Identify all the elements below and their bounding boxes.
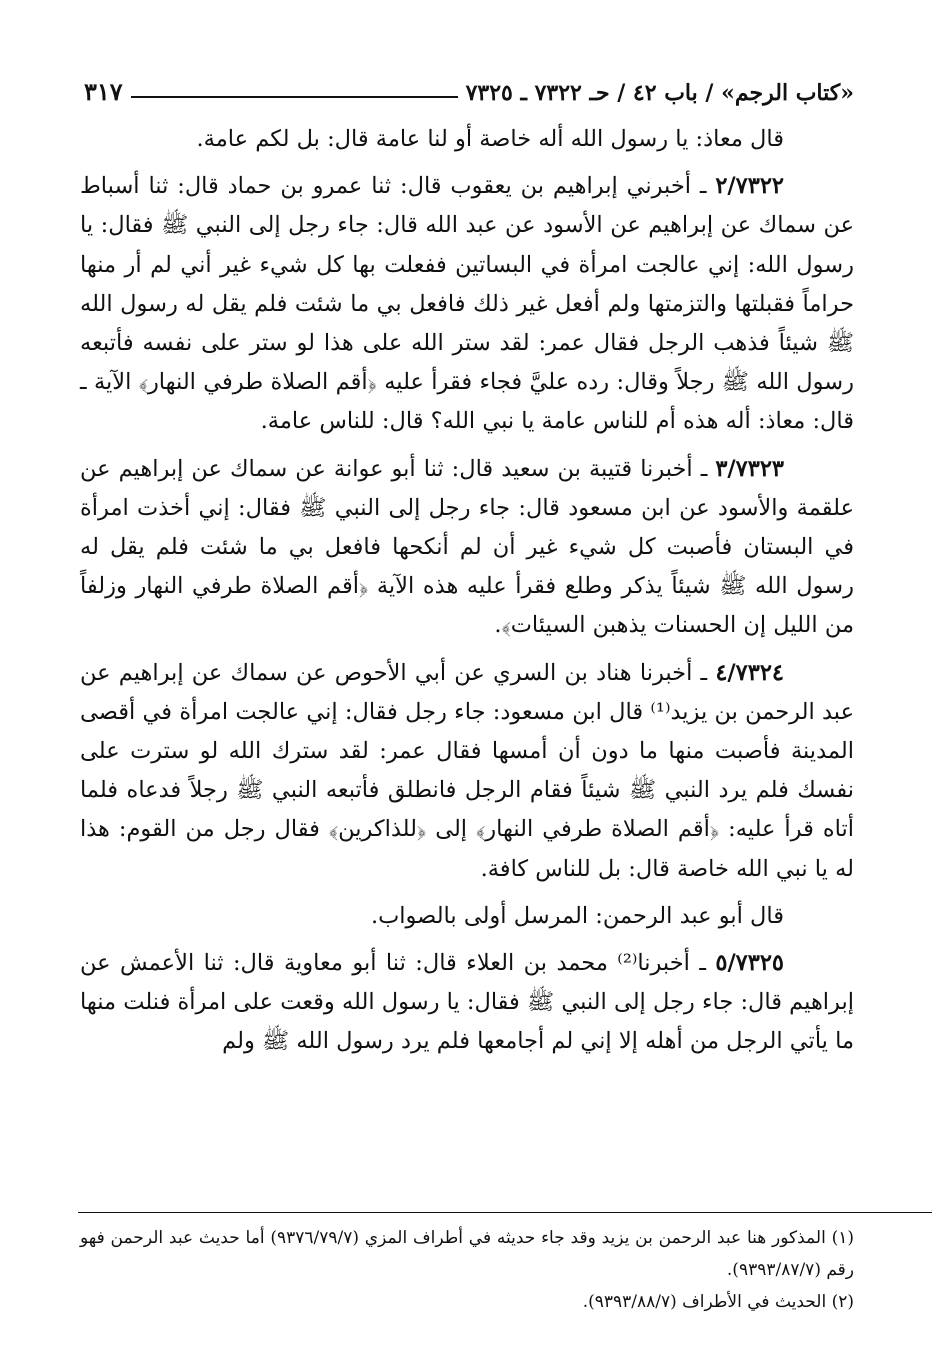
hadith-text: ـ أخبرنا هناد بن السري عن أبي الأحوص عن سماك عن إبراهيم عن عبد الرحمن بن يزيد⁽¹⁾ قال ابن مسعود: جاء رجل فقال: إني عالجت امرأة في أقصى المدينة فأصبت منها ما دون أن أمسها فقال عمر: لقد سترك الله لو سترت على نفسك فلم يرد النبي ﷺ شيئاً فقام الرجل فانطلق فأتبعه النبي ﷺ رجلاً فدعاه فلما أتاه قرأ عليه: ﴿أقم الصلاة طرفي النهار﴾ إلى ﴿للذاكرين﴾ فقال رجل من القوم: هذا له يا نبي الله خاصة قال: بل للناس كافة.	[80, 659, 854, 882]
hadith-paragraph	[80, 654, 854, 889]
hadith-number: ٥/٧٣٢٥	[715, 950, 785, 977]
paragraph	[80, 897, 854, 936]
page-number: ٣١٧	[84, 77, 123, 106]
hadith-number: ٣/٧٣٢٣	[715, 455, 784, 482]
main-text	[80, 120, 854, 1062]
footnote: (٢) الحديث في الأطراف (٩٣٩٣/٨٨/٧).	[582, 1292, 854, 1312]
footnotes	[80, 1222, 854, 1318]
hadith-text: ـ أخبرنا قتيبة بن سعيد قال: ثنا أبو عوانة عن سماك عن إبراهيم عن علقمة والأسود عن ابن مسعود قال: جاء رجل إلى النبي ﷺ فقال: إني أخذت امرأة في البستان فأصبت كل شيء غير أن لم أنكحها فافعل بي ما شئت فلم يقل له رسول الله ﷺ شيئاً يذكر وطلع فقرأ عليه هذه الآية ﴿أقم الصلاة طرفي النهار وزلفاً من الليل إن الحسنات يذهبن السيئات﴾.	[80, 455, 854, 639]
hadith-paragraph	[80, 450, 854, 646]
page-header	[84, 66, 854, 106]
running-title: «كتاب الرجم» / باب ٤٢ / حـ ٧٣٢٢ ـ ٧٣٢٥	[465, 80, 854, 106]
paragraph	[80, 120, 854, 159]
hadith-text: قال معاذ: يا رسول الله أله خاصة أو لنا عامة قال: بل لكم عامة.	[196, 126, 784, 152]
hadith-text: قال أبو عبد الرحمن: المرسل أولى بالصواب.	[370, 902, 784, 929]
header-rule	[131, 96, 458, 98]
hadith-paragraph	[80, 944, 854, 1062]
hadith-number: ٤/٧٣٢٤	[715, 659, 784, 686]
hadith-text: ـ أخبرنا⁽²⁾ محمد بن العلاء قال: ثنا أبو معاوية قال: ثنا الأعمش عن إبراهيم قال: جاء رجل إلى النبي ﷺ فقال: يا رسول الله وقعت على امرأة فنلت منها ما يأتي الرجل من أهله إلا إني لم أجامعها فلم يرد رسول الله ﷺ ولم	[80, 950, 854, 1055]
hadith-paragraph	[80, 167, 854, 441]
footnote: (١) المذكور هنا عبد الرحمن بن يزيد وقد جاء حديثه في أطراف المزي (٩٣٧٦/٧٩/٧) أما حديث عبد الرحمن فهو رقم (٩٣٩٣/٨٧/٧).	[80, 1228, 854, 1280]
hadith-number: ٢/٧٣٢٢	[715, 173, 784, 200]
footnote-rule	[78, 1212, 932, 1213]
hadith-text: ـ أخبرني إبراهيم بن يعقوب قال: ثنا عمرو بن حماد قال: ثنا أسباط عن سماك عن إبراهيم عن الأسود عن عبد الله قال: جاء رجل إلى النبي ﷺ فقال: يا رسول الله: إني عالجت امرأة في البساتين ففعلت بها كل شيء غير أني لم أر منها حراماً فقبلتها والتزمتها ولم أفعل غير ذلك فافعل بي ما شئت فلم يقل له رسول الله ﷺ شيئاً فذهب الرجل فقال عمر: لقد ستر الله على هذا لو ستر على نفسه فأتبعه رسول الله ﷺ رجلاً وقال: رده عليَّ فجاء فقرأ عليه ﴿أقم الصلاة طرفي النهار﴾ الآية ـ قال: معاذ: أله هذه أم للناس عامة يا نبي الله؟ قال: للناس عامة.	[80, 173, 854, 435]
